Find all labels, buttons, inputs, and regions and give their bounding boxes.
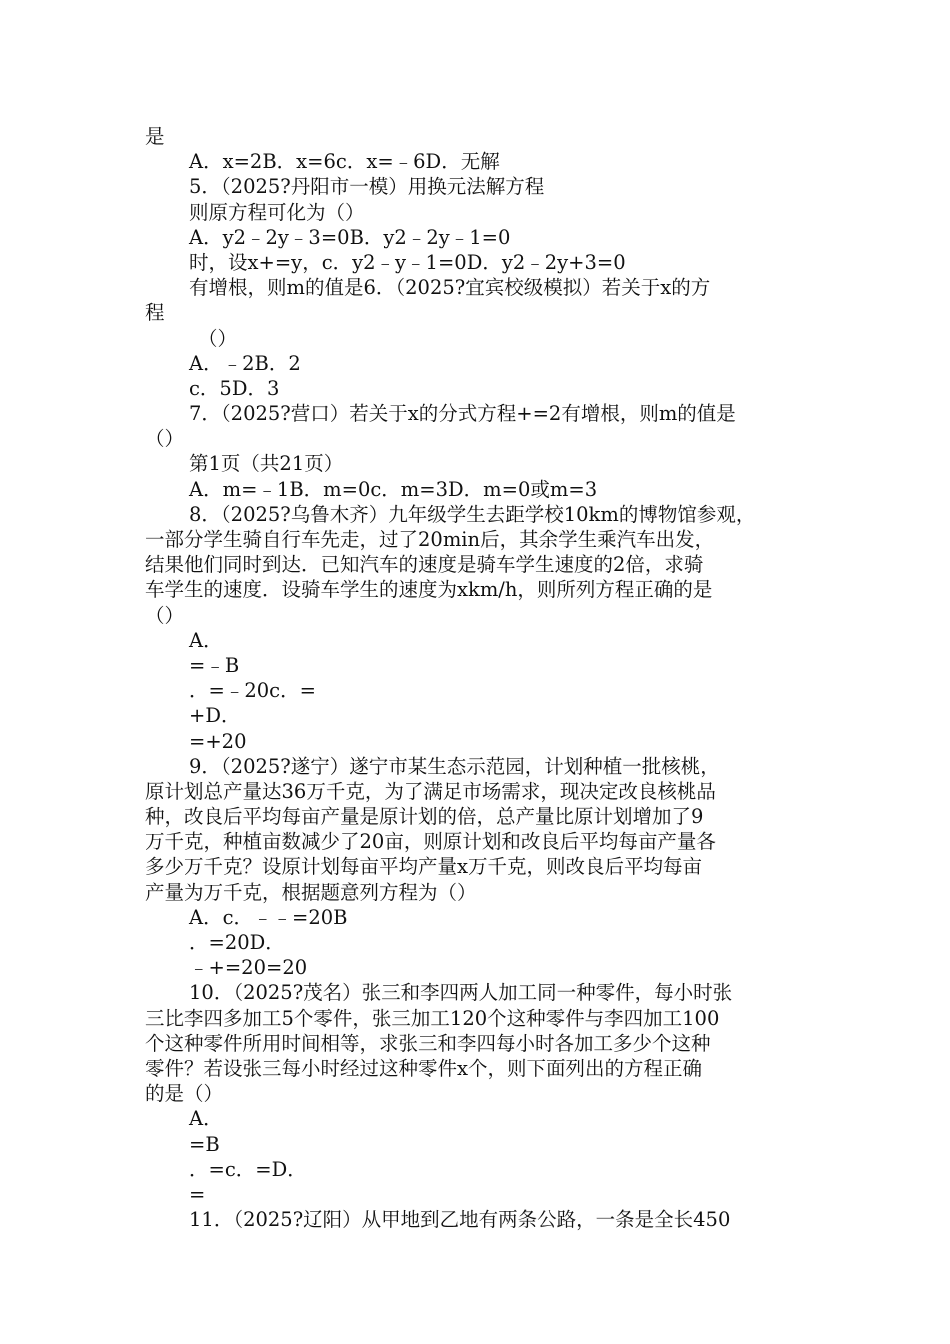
text-line: ﹣+=20=20 (189, 956, 308, 980)
text-line: 时，设x+=y，c．y2﹣y﹣1=0D．y2﹣2y+3=0 (189, 250, 626, 274)
question-10-heading: 10．（2025?茂名）张三和李四两人加工同一种零件，每小时张 (189, 981, 733, 1005)
text-line: c．5D．3 (189, 376, 280, 400)
text-line: A．m=﹣1B．m=0c．m=3D．m=0或m=3 (189, 477, 598, 501)
text-line: 程 (145, 301, 165, 325)
question-9-heading: 9．（2025?遂宁）遂宁市某生态示范园，计划种植一批核桃， (189, 754, 720, 778)
text-line: A．y2﹣2y﹣3=0B．y2﹣2y﹣1=0 (189, 225, 511, 249)
text-line: ．=20D． (189, 931, 285, 954)
text-line: A． (189, 1107, 223, 1131)
text-line: 车学生的速度．设骑车学生的速度为xkm/h，则所列方程正确的是 (145, 578, 713, 602)
text-line: =+20 (189, 729, 247, 753)
text-line: A．c．﹣﹣=20B (189, 905, 348, 929)
text-line: A．x=2B．x=6c．x=﹣6D．无解 (189, 150, 500, 174)
text-line: 一部分学生骑自行车先走，过了20min后，其余学生乘汽车出发， (145, 528, 715, 551)
text-line: （） (198, 326, 238, 350)
text-line: = (189, 1182, 206, 1206)
text-line: A． (189, 628, 223, 652)
text-line: 三比李四多加工5个零件，张三加工120个这种零件与李四加工100 (145, 1006, 720, 1030)
text-line: 的是（） (145, 1082, 224, 1106)
text-line: 个这种零件所用时间相等，求张三和李四每小时各加工多少个这种 (145, 1031, 711, 1055)
text-line: 是 (145, 125, 165, 148)
text-line: 则原方程可化为（） (189, 200, 365, 224)
text-line: ．=c．=D． (189, 1157, 307, 1181)
text-line: 原计划总产量达36万千克，为了满足市场需求，现决定改良核桃品 (145, 779, 716, 803)
text-line: 万千克，种植亩数减少了20亩，则原计划和改良后平均每亩产量各 (145, 830, 716, 854)
question-6-heading: 有增根，则m的值是6．（2025?宜宾校级模拟）若关于x的方 (189, 276, 711, 300)
text-line: 多少万千克？设原计划每亩平均产量x万千克，则改良后平均每亩 (145, 855, 702, 879)
question-11-heading: 11．（2025?辽阳）从甲地到乙地有两条公路，一条是全长450 (189, 1208, 731, 1232)
text-line: 产量为万千克，根据题意列方程为（） (145, 880, 477, 904)
text-line: ．=﹣20c．= (189, 679, 316, 703)
page-number-text: 第1页（共21页） (189, 452, 344, 476)
text-line: =﹣B (189, 653, 240, 677)
text-line: 结果他们同时到达．已知汽车的速度是骑车学生速度的2倍，求骑 (145, 553, 704, 577)
text-line: 零件？若设张三每小时经过这种零件x个，则下面列出的方程正确 (145, 1056, 702, 1080)
question-7-heading: 7．（2025?营口）若关于x的分式方程+=2有增根，则m的值是 (189, 402, 736, 426)
text-line: =B (189, 1132, 220, 1156)
text-line: A．﹣2B．2 (189, 351, 301, 375)
text-line: 种，改良后平均每亩产量是原计划的倍，总产量比原计划增加了9 (145, 805, 704, 829)
text-line: （） (145, 603, 185, 627)
question-8-heading: 8．（2025?乌鲁木齐）九年级学生去距学校10km的博物馆参观， (189, 502, 756, 526)
question-5-heading: 5．（2025?丹阳市一模）用换元法解方程 (189, 175, 545, 199)
text-line: （） (145, 427, 185, 451)
text-line: +D． (189, 704, 241, 728)
document-body (0, 124, 950, 1232)
